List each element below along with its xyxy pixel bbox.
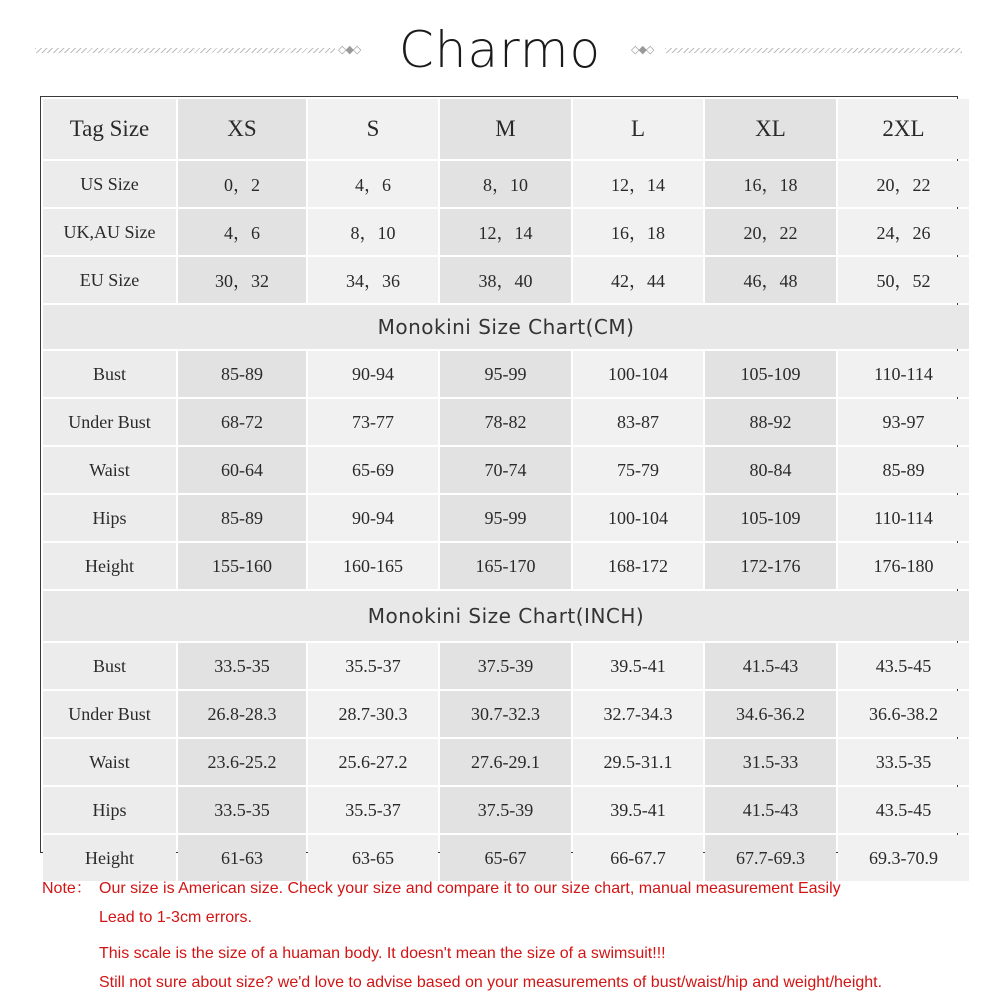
table-cell: 155-160 <box>178 543 306 589</box>
table-cell: 110-114 <box>838 495 969 541</box>
table-cell: 88-92 <box>705 399 836 445</box>
note-line-2: Lead to 1-3cm errors. <box>99 909 252 926</box>
row-label: US Size <box>43 161 176 207</box>
table-cell: 30，32 <box>178 257 306 303</box>
table-cell: 16，18 <box>573 209 703 255</box>
table-cell: 63-65 <box>308 835 438 881</box>
table-cell: 100-104 <box>573 495 703 541</box>
table-cell: 42，44 <box>573 257 703 303</box>
table-cell: 41.5-43 <box>705 643 836 689</box>
table-cell: 0，2 <box>178 161 306 207</box>
note-line-1 <box>42 874 841 903</box>
note-prefix: Note： <box>42 880 92 897</box>
size-chart-table <box>40 96 958 868</box>
table-cell: 165-170 <box>440 543 571 589</box>
table-cell: 8，10 <box>440 161 571 207</box>
table-cell: 69.3-70.9 <box>838 835 969 881</box>
table-cell: 28.7-30.3 <box>308 691 438 737</box>
right-divider-line <box>665 48 962 53</box>
table-cell: 33.5-35 <box>178 787 306 833</box>
table-cell: 37.5-39 <box>440 787 571 833</box>
note-line-4: Still not sure about size? we'd love to advise based on your measurements of bust/waist/hip and weight/height. <box>99 974 883 991</box>
table-cell: 67.7-69.3 <box>705 835 836 881</box>
table-cell: 35.5-37 <box>308 643 438 689</box>
table-cell: 31.5-33 <box>705 739 836 785</box>
table-cell: 33.5-35 <box>838 739 969 785</box>
table-cell: 46，48 <box>705 257 836 303</box>
header-cell: XS <box>178 99 306 159</box>
table-cell: 39.5-41 <box>573 643 703 689</box>
table-cell: 30.7-32.3 <box>440 691 571 737</box>
table-cell: 25.6-27.2 <box>308 739 438 785</box>
table-cell: 38，40 <box>440 257 571 303</box>
row-label: Hips <box>43 495 176 541</box>
table-cell: 90-94 <box>308 351 438 397</box>
table-cell: 95-99 <box>440 495 571 541</box>
table-cell: 61-63 <box>178 835 306 881</box>
table-cell: 24，26 <box>838 209 969 255</box>
table-cell: 70-74 <box>440 447 571 493</box>
row-label: Height <box>43 835 176 881</box>
table-cell: 78-82 <box>440 399 571 445</box>
table-cell: 105-109 <box>705 351 836 397</box>
header-cell: L <box>573 99 703 159</box>
header-cell: S <box>308 99 438 159</box>
table-cell: 65-67 <box>440 835 571 881</box>
table-cell: 80-84 <box>705 447 836 493</box>
table-cell: 33.5-35 <box>178 643 306 689</box>
left-diamond-ornament-icon: ◇◆◇ <box>338 43 361 56</box>
table-cell: 35.5-37 <box>308 787 438 833</box>
table-cell: 34.6-36.2 <box>705 691 836 737</box>
row-label: Waist <box>43 739 176 785</box>
row-label: EU Size <box>43 257 176 303</box>
row-label: UK,AU Size <box>43 209 176 255</box>
table-cell: 85-89 <box>178 495 306 541</box>
table-cell: 176-180 <box>838 543 969 589</box>
table-cell: 75-79 <box>573 447 703 493</box>
table-cell: 83-87 <box>573 399 703 445</box>
table-cell: 29.5-31.1 <box>573 739 703 785</box>
section-title-inch: Monokini Size Chart(INCH) <box>43 591 969 641</box>
table-cell: 27.6-29.1 <box>440 739 571 785</box>
table-cell: 95-99 <box>440 351 571 397</box>
table-cell: 90-94 <box>308 495 438 541</box>
table-cell: 12，14 <box>440 209 571 255</box>
table-cell: 100-104 <box>573 351 703 397</box>
table-cell: 160-165 <box>308 543 438 589</box>
header-cell: 2XL <box>838 99 969 159</box>
table-cell: 36.6-38.2 <box>838 691 969 737</box>
table-cell: 168-172 <box>573 543 703 589</box>
right-diamond-ornament-icon: ◇◆◇ <box>631 43 654 56</box>
table-cell: 26.8-28.3 <box>178 691 306 737</box>
table-cell: 73-77 <box>308 399 438 445</box>
table-cell: 105-109 <box>705 495 836 541</box>
table-cell: 68-72 <box>178 399 306 445</box>
row-label: Under Bust <box>43 399 176 445</box>
table-cell: 34，36 <box>308 257 438 303</box>
table-cell: 65-69 <box>308 447 438 493</box>
table-cell: 85-89 <box>178 351 306 397</box>
table-cell: 43.5-45 <box>838 643 969 689</box>
table-cell: 32.7-34.3 <box>573 691 703 737</box>
table-cell: 66-67.7 <box>573 835 703 881</box>
table-cell: 16，18 <box>705 161 836 207</box>
row-label: Bust <box>43 643 176 689</box>
table-cell: 172-176 <box>705 543 836 589</box>
table-cell: 50，52 <box>838 257 969 303</box>
table-cell: 110-114 <box>838 351 969 397</box>
header-cell: M <box>440 99 571 159</box>
header-cell: XL <box>705 99 836 159</box>
table-cell: 85-89 <box>838 447 969 493</box>
header <box>0 0 1000 96</box>
header-cell: Tag Size <box>43 99 176 159</box>
table-cell: 12，14 <box>573 161 703 207</box>
note-line-3: This scale is the size of a huaman body. It doesn't mean the size of a swimsuit!!! <box>99 945 666 962</box>
table-cell: 4，6 <box>178 209 306 255</box>
table-cell: 4，6 <box>308 161 438 207</box>
row-label: Height <box>43 543 176 589</box>
section-title-cm: Monokini Size Chart(CM) <box>43 305 969 349</box>
row-label: Under Bust <box>43 691 176 737</box>
row-label: Hips <box>43 787 176 833</box>
table-cell: 43.5-45 <box>838 787 969 833</box>
table-cell: 8，10 <box>308 209 438 255</box>
table-cell: 20，22 <box>705 209 836 255</box>
table-cell: 41.5-43 <box>705 787 836 833</box>
table-cell: 37.5-39 <box>440 643 571 689</box>
note-text: Our size is American size. Check your size and compare it to our size chart, manual measurement Easily <box>99 880 841 897</box>
table-cell: 60-64 <box>178 447 306 493</box>
row-label: Bust <box>43 351 176 397</box>
table-cell: 20，22 <box>838 161 969 207</box>
table-cell: 93-97 <box>838 399 969 445</box>
row-label: Waist <box>43 447 176 493</box>
table-cell: 23.6-25.2 <box>178 739 306 785</box>
brand-title: Charmo <box>398 21 602 79</box>
table-cell: 39.5-41 <box>573 787 703 833</box>
